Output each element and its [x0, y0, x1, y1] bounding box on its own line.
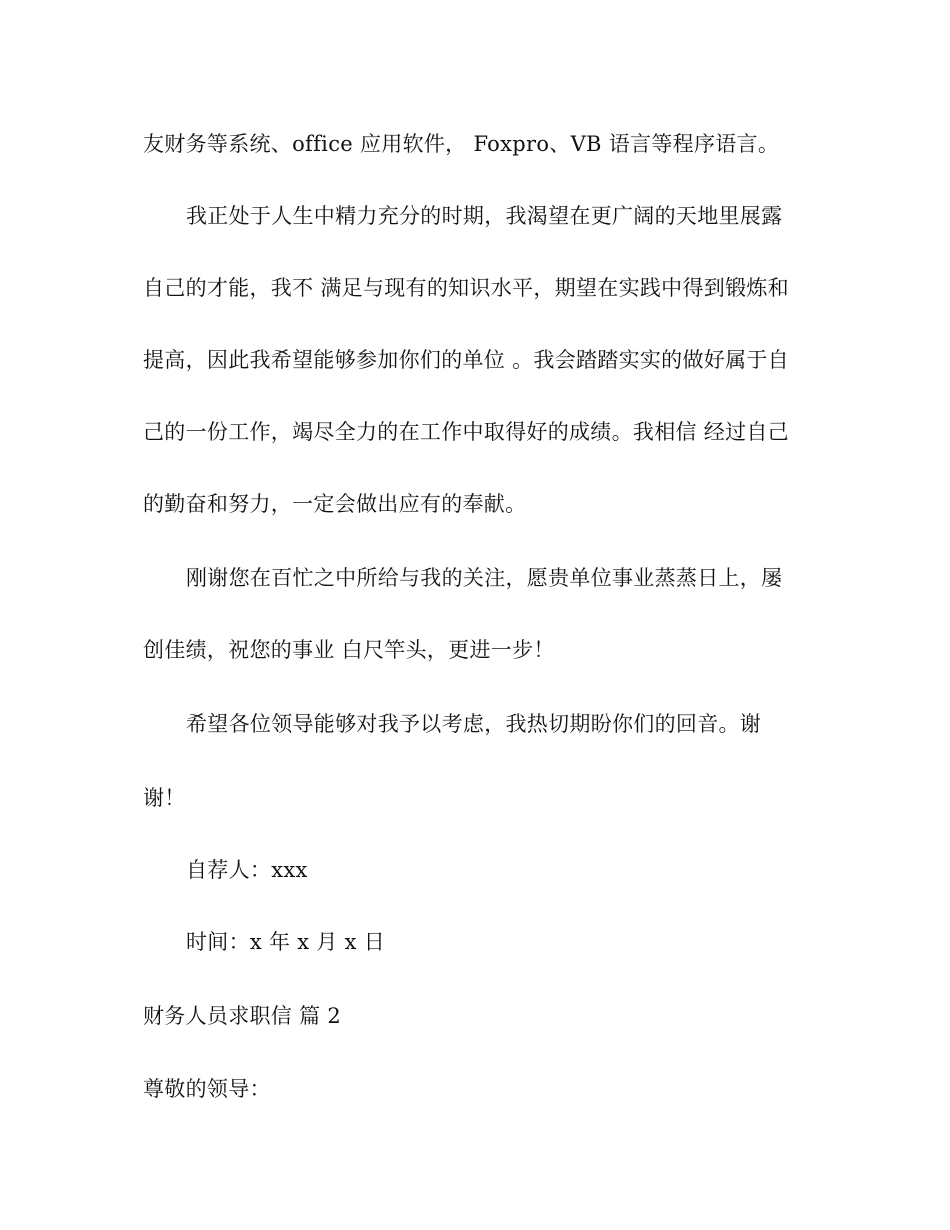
signature-date: 时间：x 年 x 月 x 日 [186, 930, 386, 954]
section-heading: 财务人员求职信 篇 2 [143, 1004, 342, 1028]
paragraph-line: 希望各位领导能够对我予以考虑，我热切期盼你们的回音。谢 [186, 712, 762, 736]
salutation: 尊敬的领导： [143, 1077, 271, 1101]
paragraph-line: 己的一份工作，竭尽全力的在工作中取得好的成绩。我相信 经过自己 [143, 420, 789, 444]
signature-name: 自荐人：xxx [186, 858, 308, 882]
paragraph-line: 刚谢您在百忙之中所给与我的关注，愿贵单位事业蒸蒸日上，屡 [186, 566, 783, 590]
paragraph-line: 谢！ [143, 786, 186, 810]
paragraph-line: 创佳绩，祝您的事业 白尺竿头，更进一步！ [143, 638, 555, 662]
paragraph-line: 提高，因此我希望能够参加你们的单位 。我会踏踏实实的做好属于自 [143, 348, 789, 372]
paragraph-line: 我正处于人生中精力充分的时期，我渴望在更广阔的天地里展露 [186, 204, 783, 228]
paragraph-line: 的勤奋和努力，一定会做出应有的奉献。 [143, 492, 527, 516]
paragraph-line: 自己的才能，我不 满足与现有的知识水平，期望在实践中得到锻炼和 [143, 276, 789, 300]
paragraph-line: 友财务等系统、office 应用软件， Foxpro、VB 语言等程序语言。 [143, 132, 780, 156]
